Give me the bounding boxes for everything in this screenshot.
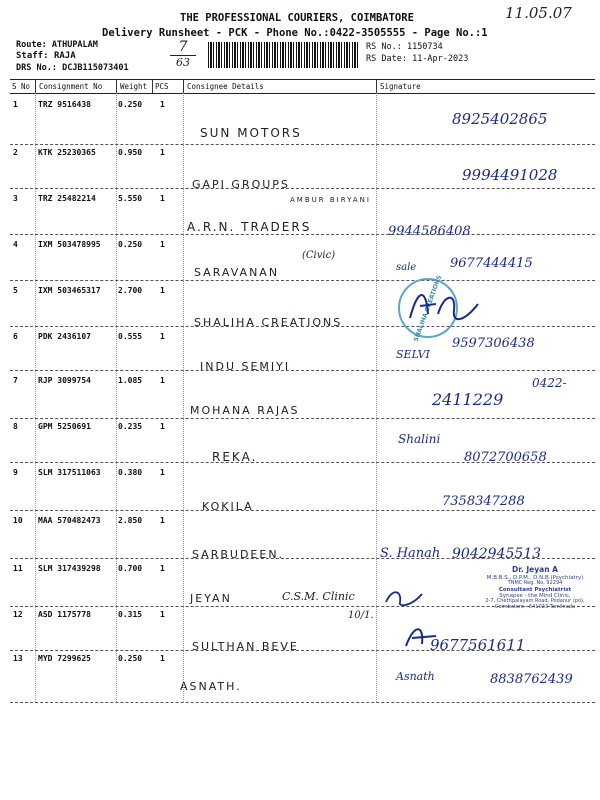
table-row — [0, 464, 600, 513]
table-row — [0, 418, 600, 465]
row-signature-phone: 9042945513 — [452, 546, 542, 562]
row-signature-phone: 9597306438 — [452, 336, 535, 351]
column-header-sno: S No — [12, 82, 31, 91]
row-signature-prefix: 0422- — [532, 376, 567, 390]
row-pcs: 1 — [160, 240, 165, 249]
stamp-round-text: SHALIHA CREATIONS — [412, 273, 444, 343]
row-separator — [10, 462, 595, 463]
row-separator — [10, 370, 595, 371]
row-consignee: SARBUDEEN. — [192, 548, 285, 561]
row-sno: 2 — [13, 148, 18, 157]
row-sno: 6 — [13, 332, 18, 341]
handwritten-date: 11.05.07 — [505, 4, 572, 22]
row-consignment: PDK 2436107 — [38, 332, 91, 341]
column-header-pcs: PCS — [155, 82, 169, 91]
rs-date-value: 11-Apr-2023 — [412, 54, 469, 64]
row-consignment: SLM 317439298 — [38, 564, 101, 573]
row-consignee: SULTHAN BEVE — [192, 640, 299, 653]
row-signature-name: Shalini — [398, 432, 441, 446]
row-consignment: MYD 7299625 — [38, 654, 91, 663]
row-pcs: 1 — [160, 422, 165, 431]
stamp-reg: TNMC Reg. No. 92294 — [507, 579, 563, 586]
signature-scribble — [404, 284, 484, 328]
row-consignment: IXM 503465317 — [38, 286, 101, 295]
row-sno: 7 — [13, 376, 18, 385]
row-separator — [10, 510, 595, 511]
staff-field — [16, 51, 76, 61]
table-row — [0, 236, 600, 280]
table-row — [0, 512, 600, 562]
col-divider — [116, 93, 117, 702]
row-signature-phone: 8072700658 — [464, 450, 547, 465]
fraction-top: 7 — [178, 39, 188, 55]
row-sno: 11 — [13, 564, 23, 573]
stamp-address: 2-7, Chettipalayam Road, Podanur (po), — [485, 598, 585, 605]
stamp-role: Consultant Psychiatrist — [498, 586, 572, 593]
row-consignment: KTK 25230365 — [38, 148, 96, 157]
row-signature-name: sale — [396, 262, 417, 273]
row-pcs: 1 — [160, 332, 165, 341]
row-pcs: 1 — [160, 148, 165, 157]
drs-value: DCJB115073401 — [62, 63, 129, 73]
table-row — [0, 282, 600, 329]
row-weight: 0.380 — [118, 468, 143, 477]
staff-label: Staff: — [16, 51, 49, 61]
row-separator — [10, 234, 595, 235]
column-header-signature: Signature — [380, 82, 421, 91]
row-consignment: ASD 1175778 — [38, 610, 91, 619]
staff-value: RAJA — [53, 51, 76, 61]
col-divider — [35, 93, 36, 702]
row-consignee: ASNATH. — [180, 680, 242, 693]
row-consignee: SHALIHA CREATIONS — [194, 316, 343, 329]
row-signature-phone: 9677561611 — [430, 636, 526, 654]
col-divider — [116, 79, 117, 93]
row-separator — [10, 650, 595, 651]
row-consignment: MAA 570482473 — [38, 516, 101, 525]
row-weight: 0.950 — [118, 148, 143, 157]
table-row — [0, 372, 600, 418]
row-consignee: SUN MOTORS — [200, 126, 302, 140]
table-row — [0, 96, 600, 142]
rs-no-label: RS No.: — [366, 42, 402, 52]
row-consignee: REKA. — [212, 450, 258, 464]
row-sno: 8 — [13, 422, 18, 431]
row-consignment: RJP 3099754 — [38, 376, 91, 385]
row-weight: 2.700 — [118, 286, 143, 295]
drs-field — [16, 63, 129, 73]
signature-scribble — [402, 622, 442, 652]
column-header-consignment: Consignment No — [39, 82, 103, 91]
table-row — [0, 328, 600, 372]
row-signature-phone: 9944586408 — [388, 224, 471, 239]
runsheet-subtitle: Delivery Runsheet - PCK - Phone No.:0422-3505555 - Page No.:1 — [102, 27, 488, 39]
handwritten-fraction — [168, 40, 198, 68]
row-weight: 0.250 — [118, 654, 143, 663]
row-weight: 0.235 — [118, 422, 143, 431]
row-weight: 1.085 — [118, 376, 143, 385]
row-note: C.S.M. Clinic — [282, 590, 355, 603]
route-label: Route: — [16, 40, 47, 50]
row-sno: 1 — [13, 100, 18, 109]
row-consignee: A.R.N. TRADERS — [187, 220, 312, 234]
row-signature-phone: 9677444415 — [450, 256, 533, 271]
table-row — [0, 652, 600, 702]
col-divider — [183, 93, 184, 702]
row-separator — [10, 326, 595, 327]
row-signature-phone: 7358347288 — [442, 494, 525, 509]
row-weight: 0.700 — [118, 564, 143, 573]
row-weight: 0.315 — [118, 610, 143, 619]
row-sno: 4 — [13, 240, 18, 249]
rs-date-field — [366, 54, 468, 64]
row-pcs: 1 — [160, 610, 165, 619]
row-sno: 9 — [13, 468, 18, 477]
row-sno: 13 — [13, 654, 23, 663]
row-signature-name: Asnath — [396, 670, 435, 683]
route-field — [16, 40, 98, 50]
stamp-clinic: Synapse - the Mind Clinic, — [499, 593, 571, 599]
row-signature-phone: 9994491028 — [462, 166, 558, 184]
row-weight: 5.550 — [118, 194, 143, 203]
row-separator — [10, 144, 595, 145]
row-sno: 10 — [13, 516, 23, 525]
row-note: (Civic) — [302, 250, 336, 261]
row-pcs: 1 — [160, 376, 165, 385]
table-top-rule — [10, 79, 595, 80]
row-signature-phone: 8925402865 — [452, 110, 548, 128]
row-pcs: 1 — [160, 100, 165, 109]
row-note: AMBUR BIRYANI — [290, 196, 371, 204]
column-header-weight: Weight — [120, 82, 148, 91]
row-signature-name: SELVI — [396, 348, 430, 361]
col-divider — [376, 79, 377, 93]
stamp-degrees: M.B.B.S., D.P.M., D.N.B.(Psychiatry) — [486, 574, 584, 581]
row-sno: 3 — [13, 194, 18, 203]
row-weight: 2.850 — [118, 516, 143, 525]
doctor-stamp — [470, 566, 600, 611]
table-header-rule — [10, 93, 595, 94]
row-consignment: TRZ 9516438 — [38, 100, 91, 109]
barcode — [208, 42, 360, 68]
row-pcs: 1 — [160, 468, 165, 477]
table-row — [0, 606, 600, 654]
row-signature-name: S. Hanah — [380, 546, 441, 561]
row-note-2: 10/1. — [348, 610, 374, 621]
stamp-name: Dr. Jeyan A — [512, 565, 558, 574]
row-pcs: 1 — [160, 564, 165, 573]
row-consignee: MOHANA RAJAS — [190, 404, 300, 417]
row-weight: 0.250 — [118, 240, 143, 249]
row-consignment: GPM 5250691 — [38, 422, 91, 431]
route-value: ATHUPALAM — [51, 40, 98, 50]
row-consignee: GAPI GROUPS — [192, 178, 290, 191]
table-row — [0, 190, 600, 239]
rs-date-label: RS Date: — [366, 54, 407, 64]
fraction-bottom: 63 — [176, 56, 190, 69]
rs-no-value: 1150734 — [406, 42, 443, 52]
row-consignment: IXM 503478995 — [38, 240, 101, 249]
table-row — [0, 146, 600, 191]
row-separator — [10, 558, 595, 559]
row-pcs: 1 — [160, 516, 165, 525]
column-header-consignee: Consignee Details — [187, 82, 264, 91]
row-sno: 5 — [13, 286, 18, 295]
rs-no-field — [366, 42, 443, 52]
col-divider — [35, 79, 36, 93]
row-pcs: 1 — [160, 654, 165, 663]
row-sno: 12 — [13, 610, 23, 619]
row-pcs: 1 — [160, 194, 165, 203]
row-weight: 0.555 — [118, 332, 143, 341]
row-consignment: SLM 317511063 — [38, 468, 101, 477]
col-divider — [376, 93, 377, 702]
row-separator — [10, 280, 595, 281]
row-consignee: INDU SEMIYI — [200, 360, 291, 373]
row-signature-phone: 2411229 — [432, 390, 504, 409]
row-weight: 0.250 — [118, 100, 143, 109]
stamp-city: Coimbatore - 641023 Tamilnadu — [494, 604, 576, 611]
col-divider — [183, 79, 184, 93]
row-pcs: 1 — [160, 286, 165, 295]
row-consignee: KOKILA — [202, 500, 254, 513]
row-consignment: TRZ 25482214 — [38, 194, 96, 203]
company-title: THE PROFESSIONAL COURIERS, COIMBATORE — [180, 12, 414, 24]
row-consignee: SARAVANAN — [194, 266, 280, 279]
drs-label: DRS No.: — [16, 63, 57, 73]
row-separator — [10, 702, 595, 703]
row-consignee: JEYAN — [190, 592, 232, 605]
row-signature-phone: 8838762439 — [490, 672, 573, 687]
row-separator — [10, 188, 595, 189]
col-divider — [152, 79, 153, 93]
